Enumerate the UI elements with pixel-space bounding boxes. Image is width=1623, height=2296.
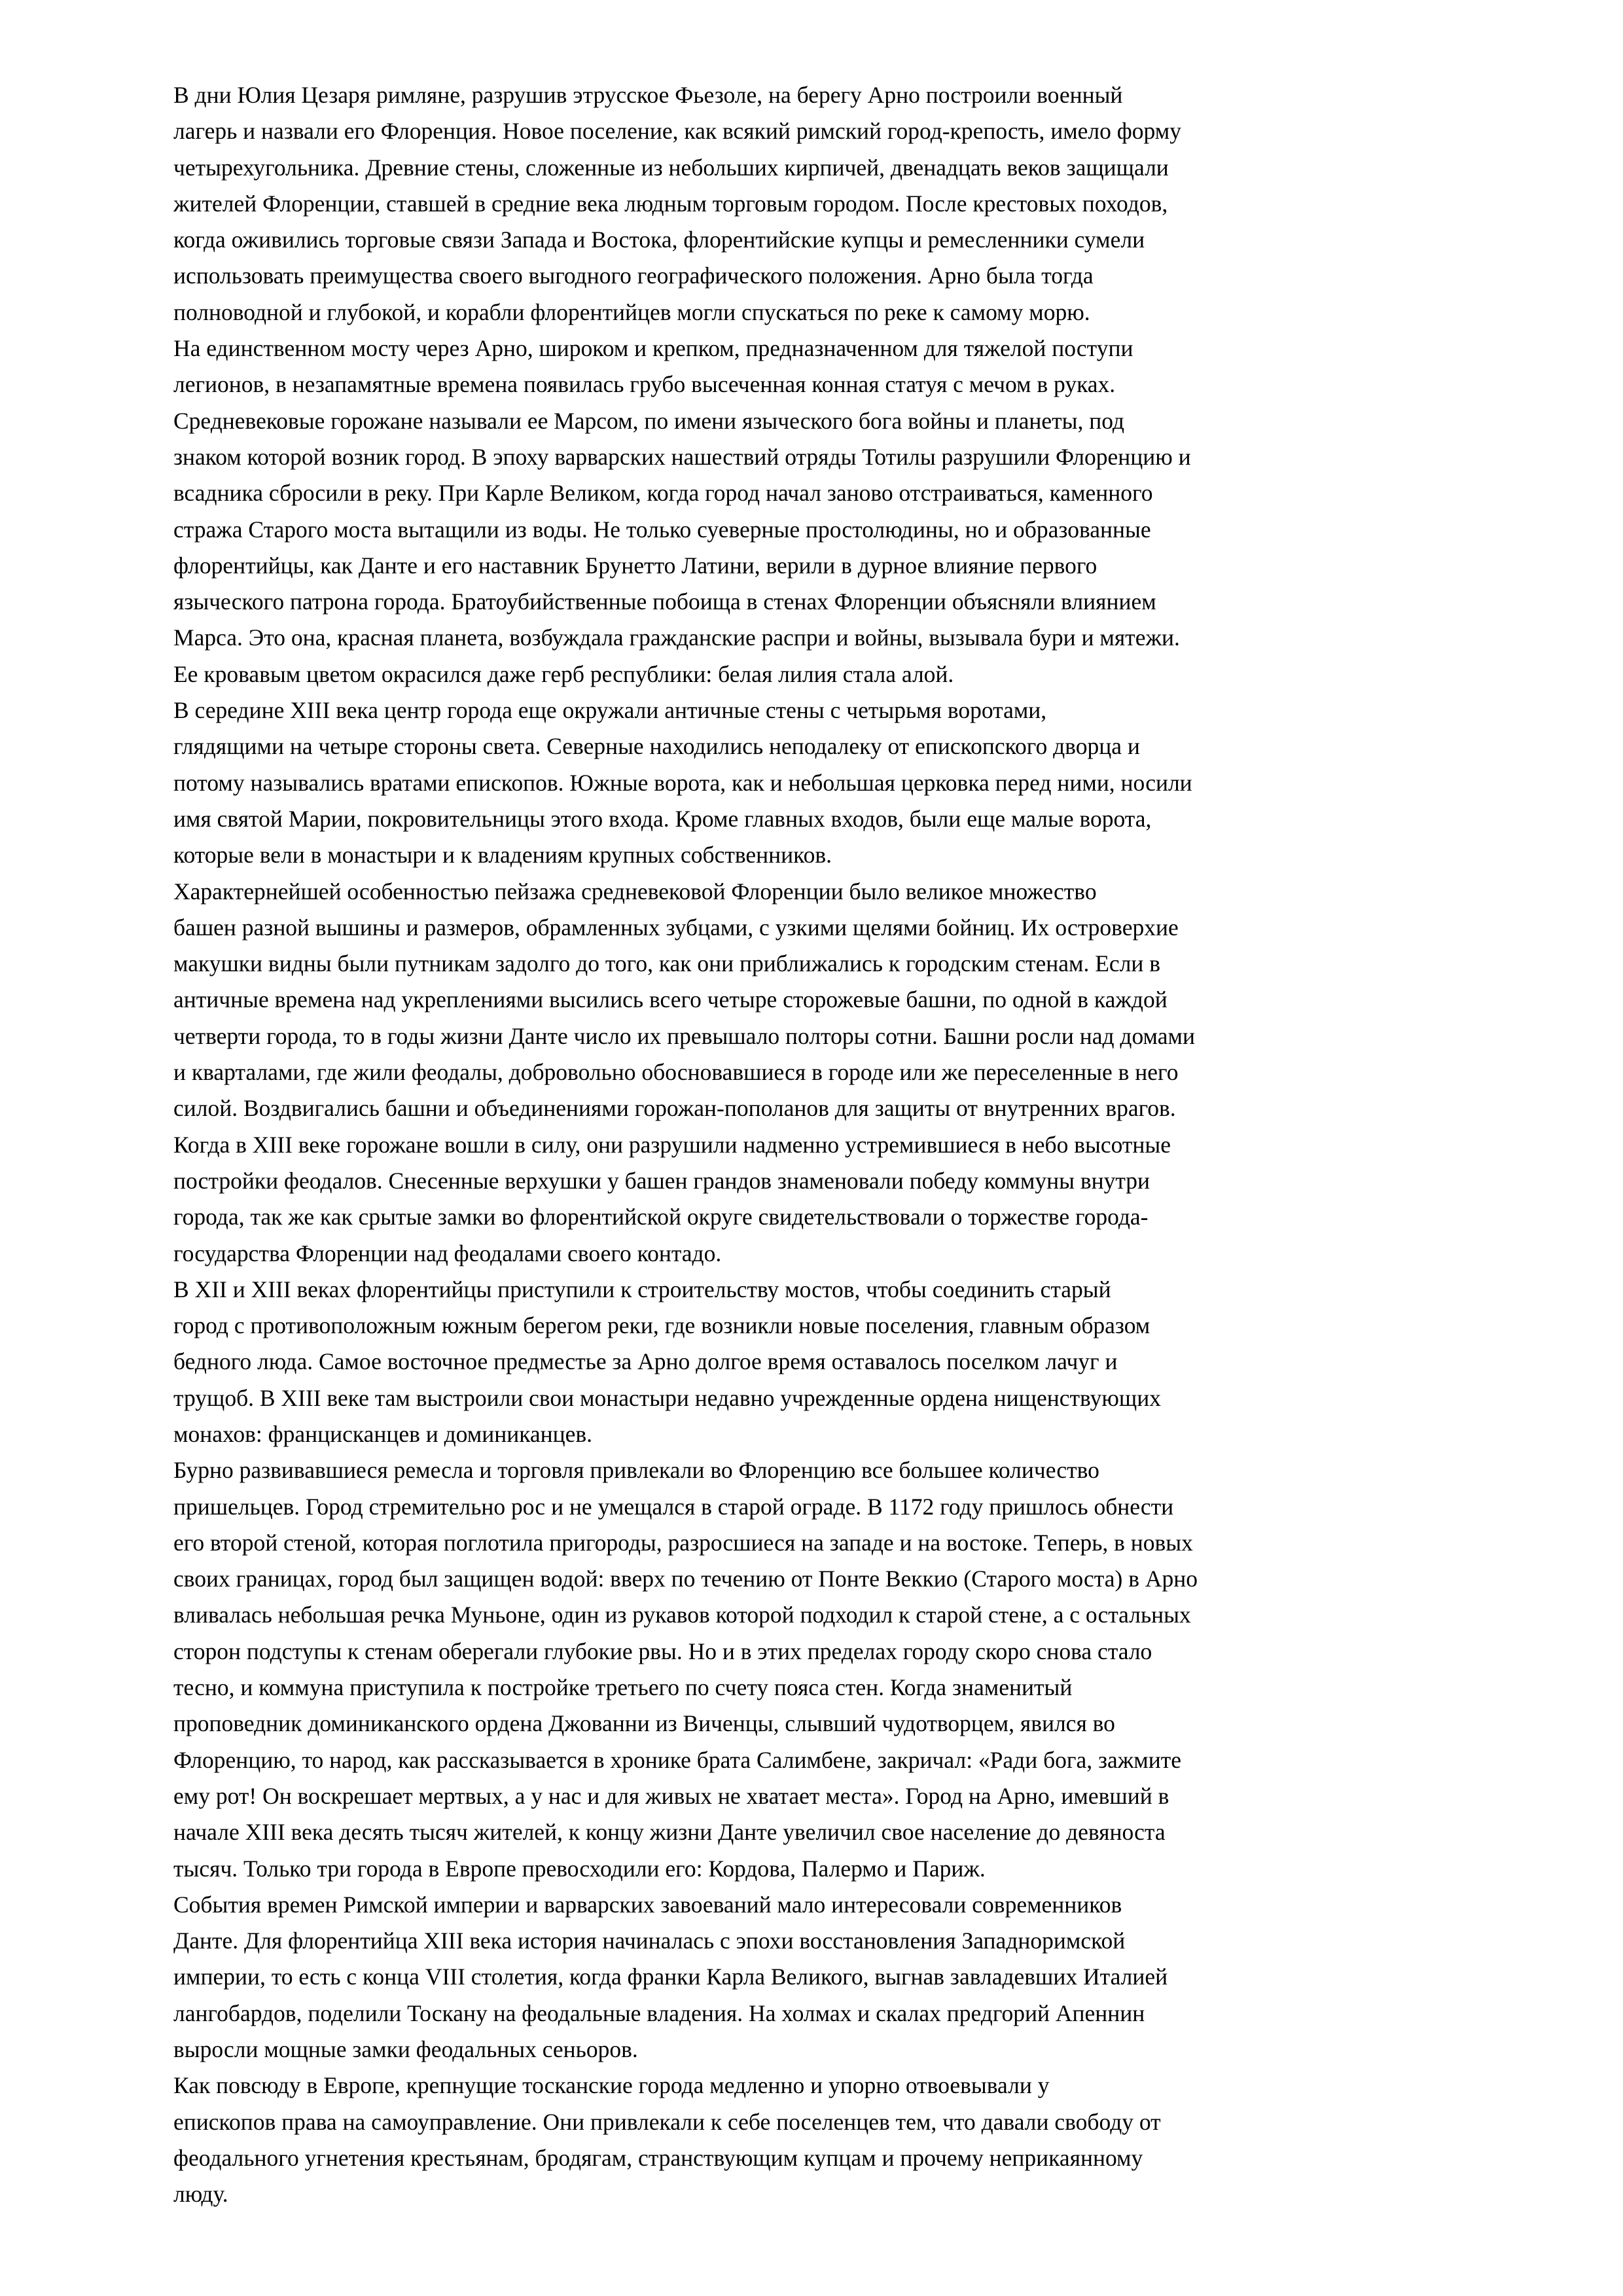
- text-line: Средневековые горожане называли ее Марсом, по имени языческого бога войны и планеты, под: [173, 407, 1124, 434]
- text-line: античные времена над укреплениями высились всего четыре сторожевые башни, по одной в каждой: [173, 986, 1168, 1013]
- text-line: полноводной и глубокой, и корабли флорентийцев могли спускаться по реке к самому морю.: [173, 298, 1090, 325]
- text-line: потому назывались вратами епископов. Южные ворота, как и небольшая церковка перед ними, носили: [173, 769, 1192, 796]
- text-line: город с противоположным южным берегом реки, где возникли новые поселения, главным образом: [173, 1312, 1150, 1339]
- text-line: сторон подступы к стенам оберегали глубокие рвы. Но и в этих пределах городу скоро снова стало: [173, 1638, 1152, 1664]
- text-line: Характернейшей особенностью пейзажа средневековой Флоренции было великое множество: [173, 878, 1097, 905]
- text-line: Как повсюду в Европе, крепнущие тосканские города медленно и упорно отвоевывали у: [173, 2072, 1050, 2099]
- paragraph: [128, 1452, 1535, 1887]
- text-line: люду.: [173, 2181, 228, 2208]
- paragraph: [128, 331, 1535, 692]
- text-line: силой. Воздвигались башни и объединениями горожан-пополанов для защиты от внутренних врагов.: [173, 1095, 1176, 1122]
- text-line: знаком которой возник город. В эпоху варварских нашествий отряды Тотилы разрушили Флоренцию и: [173, 443, 1191, 470]
- paragraph: [128, 874, 1535, 1272]
- text-line: В XII и XIII веках флорентийцы приступили к строительству мостов, чтобы соединить старый: [173, 1276, 1111, 1302]
- text-line: когда оживились торговые связи Запада и Востока, флорентийские купцы и ремесленники сумели: [173, 226, 1145, 253]
- text-line: лагерь и назвали его Флоренция. Новое поселение, как всякий римский город-крепость, имело форму: [173, 118, 1181, 145]
- text-line: империи, то есть с конца VIII столетия, когда франки Карла Великого, выгнав завладевших Италией: [173, 1964, 1168, 1990]
- text-line: На единственном мосту через Арно, широком и крепком, предназначенном для тяжелой поступи: [173, 335, 1133, 362]
- text-line: пришельцев. Город стремительно рос и не умещался в старой ограде. В 1172 году пришлось обнести: [173, 1493, 1174, 1520]
- text-line: Флоренцию, то народ, как рассказывается в хронике брата Салимбене, закричал: «Ради бога, зажмите: [173, 1746, 1182, 1773]
- text-line: ему рот! Он воскрешает мертвых, а у нас и для живых не хватает места». Город на Арно, имевший в: [173, 1782, 1169, 1809]
- text-line: флорентийцы, как Данте и его наставник Брунетто Латини, верили в дурное влияние первого: [173, 552, 1097, 579]
- text-line: епископов права на самоуправление. Они привлекали к себе поселенцев тем, что давали свободу от: [173, 2108, 1161, 2135]
- text-line: Бурно развивавшиеся ремесла и торговля привлекали во Флоренцию все большее количество: [173, 1457, 1099, 1484]
- text-line: имя святой Марии, покровительницы этого входа. Кроме главных входов, были еще малые ворота,: [173, 805, 1152, 832]
- text-line: которые вели в монастыри и к владениям крупных собственников.: [173, 842, 832, 869]
- text-line: языческого патрона города. Братоубийственные побоища в стенах Флоренции объясняли влиянием: [173, 588, 1156, 615]
- text-line: Ее кровавым цветом окрасился даже герб республики: белая лилия стала алой.: [173, 660, 954, 687]
- text-line: начале XIII века десять тысяч жителей, к концу жизни Данте увеличил свое население до девяноста: [173, 1819, 1166, 1846]
- text-line: монахов: францисканцев и доминиканцев.: [173, 1420, 593, 1447]
- text-line: города, так же как срытые замки во флорентийской округе свидетельствовали о торжестве города-: [173, 1204, 1149, 1230]
- paragraph: [128, 77, 1535, 331]
- text-line: четырехугольника. Древние стены, сложенные из небольших кирпичей, двенадцать веков защищали: [173, 154, 1169, 181]
- text-line: четверти города, то в годы жизни Данте число их превышало полторы сотни. Башни росли над домами: [173, 1022, 1195, 1049]
- text-line: всадника сбросили в реку. При Карле Великом, когда город начал заново отстраиваться, каменного: [173, 480, 1153, 507]
- text-line: постройки феодалов. Снесенные верхушки у башен грандов знаменовали победу коммуны внутри: [173, 1167, 1150, 1194]
- text-line: бедного люда. Самое восточное предместье за Арно долгое время оставалось поселком лачуг и: [173, 1348, 1118, 1375]
- body-text: [128, 77, 1535, 2213]
- text-line: События времен Римской империи и варварских завоеваний мало интересовали современников: [173, 1891, 1122, 1918]
- text-line: своих границах, город был защищен водой: вверх по течению от Понте Веккио (Старого моста) в Арно: [173, 1566, 1198, 1592]
- paragraph: [128, 2068, 1535, 2212]
- text-line: Данте. Для флорентийца XIII века история начиналась с эпохи восстановления Западноримской: [173, 1928, 1126, 1954]
- text-line: тысяч. Только три города в Европе превосходили его: Кордова, Палермо и Париж.: [173, 1855, 986, 1882]
- text-line: стража Старого моста вытащили из воды. Не только суеверные простолюдины, но и образованные: [173, 516, 1151, 543]
- text-line: использовать преимущества своего выгодного географического положения. Арно была тогда: [173, 262, 1094, 289]
- paragraph: [128, 1887, 1535, 2068]
- text-line: башен разной вышины и размеров, обрамленных зубцами, с узкими щелями бойниц. Их островерхие: [173, 914, 1179, 941]
- text-line: В середине XIII века центр города еще окружали античные стены с четырьмя воротами,: [173, 697, 1047, 724]
- text-line: жителей Флоренции, ставшей в средние века людным торговым городом. После крестовых походов,: [173, 190, 1168, 217]
- paragraph: [128, 692, 1535, 873]
- text-line: глядящими на четыре стороны света. Северные находились неподалеку от епископского дворца и: [173, 733, 1140, 760]
- text-line: выросли мощные замки феодальных сеньоров.: [173, 2036, 638, 2063]
- text-line: трущоб. В XIII веке там выстроили свои монастыри недавно учрежденные ордена нищенствующих: [173, 1384, 1161, 1411]
- paragraph: [128, 1272, 1535, 1452]
- text-line: Когда в XIII веке горожане вошли в силу, они разрушили надменно устремившиеся в небо высотные: [173, 1131, 1171, 1158]
- text-line: феодального угнетения крестьянам, бродягам, странствующим купцам и прочему неприкаянному: [173, 2144, 1143, 2171]
- text-line: Марса. Это она, красная планета, возбуждала гражданские распри и войны, вызывала бури и мятежи.: [173, 624, 1180, 651]
- text-line: проповедник доминиканского ордена Джованни из Виченцы, слывший чудотворцем, явился во: [173, 1710, 1115, 1737]
- text-line: государства Флоренции над феодалами своего контадо.: [173, 1240, 722, 1266]
- text-line: макушки видны были путникам задолго до того, как они приближались к городским стенам. Если в: [173, 950, 1161, 977]
- text-line: легионов, в незапамятные времена появилась грубо высеченная конная статуя с мечом в руках.: [173, 371, 1116, 398]
- text-line: и кварталами, где жили феодалы, добровольно обосновавшиеся в городе или же переселенные в него: [173, 1059, 1179, 1086]
- text-line: тесно, и коммуна приступила к постройке третьего по счету пояса стен. Когда знаменитый: [173, 1674, 1073, 1701]
- text-line: вливалась небольшая речка Муньоне, один из рукавов которой подходил к старой стене, а с остальных: [173, 1602, 1191, 1628]
- text-line: лангобардов, поделили Тоскану на феодальные владения. На холмах и скалах предгорий Апеннин: [173, 2000, 1145, 2026]
- text-line: его второй стеной, которая поглотила пригороды, разросшиеся на западе и на востоке. Теперь, в новых: [173, 1529, 1193, 1556]
- text-line: В дни Юлия Цезаря римляне, разрушив этрусское Фьезоле, на берегу Арно построили военный: [173, 82, 1123, 108]
